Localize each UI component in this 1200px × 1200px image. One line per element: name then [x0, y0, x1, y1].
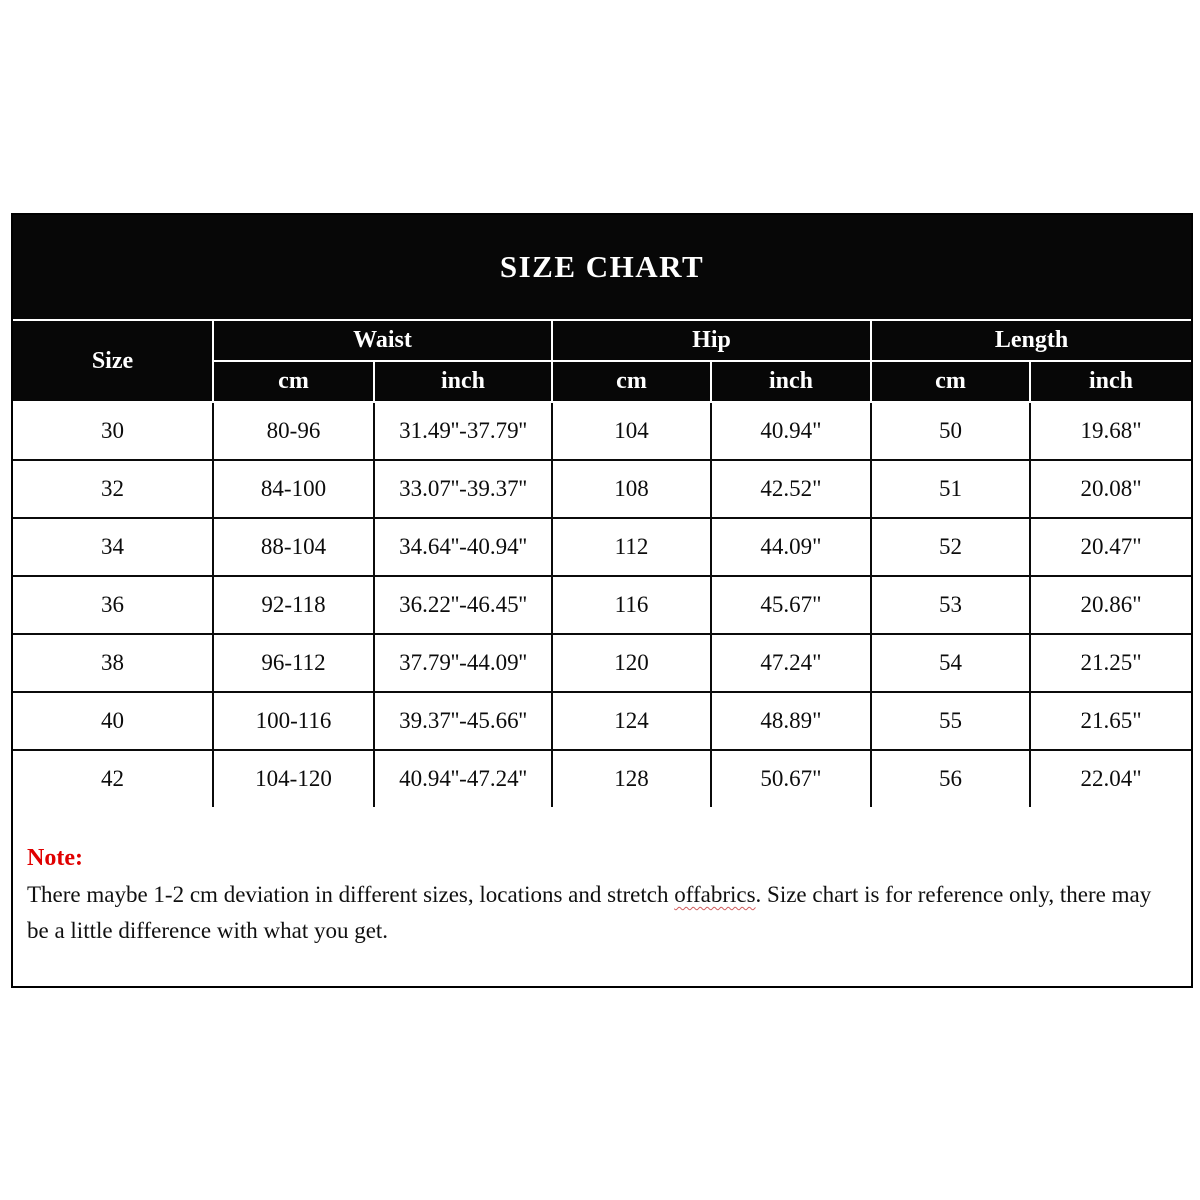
table-row: [13, 460, 1191, 518]
note-label: Note:: [27, 845, 83, 871]
cell-size: 34: [13, 518, 213, 576]
header-group-row: [13, 321, 1191, 361]
cell-waist-inch: 34.64''-40.94'': [374, 518, 552, 576]
cell-waist-inch: 40.94''-47.24'': [374, 750, 552, 807]
cell-size: 30: [13, 402, 213, 460]
cell-waist-inch: 39.37''-45.66'': [374, 692, 552, 750]
cell-waist-cm: 92-118: [213, 576, 374, 634]
cell-waist-cm: 100-116: [213, 692, 374, 750]
cell-length-cm: 53: [871, 576, 1030, 634]
cell-hip-cm: 124: [552, 692, 711, 750]
cell-length-inch: 21.65": [1030, 692, 1191, 750]
note-text-before: There maybe 1-2 cm deviation in different sizes, locations and stretch: [27, 882, 675, 907]
size-table-body: [13, 402, 1191, 807]
cell-size: 38: [13, 634, 213, 692]
cell-length-cm: 54: [871, 634, 1030, 692]
subheader-hip-inch: inch: [711, 361, 871, 402]
cell-size: 42: [13, 750, 213, 807]
size-table: [13, 321, 1191, 807]
cell-waist-cm: 80-96: [213, 402, 374, 460]
cell-hip-inch: 47.24": [711, 634, 871, 692]
col-header-waist: Waist: [213, 321, 552, 361]
size-table-header: [13, 321, 1191, 402]
subheader-waist-cm: cm: [213, 361, 374, 402]
size-chart-title-bar: [13, 215, 1191, 321]
cell-waist-cm: 84-100: [213, 460, 374, 518]
cell-hip-inch: 48.89": [711, 692, 871, 750]
cell-waist-inch: 33.07''-39.37'': [374, 460, 552, 518]
subheader-length-inch: inch: [1030, 361, 1191, 402]
cell-hip-cm: 116: [552, 576, 711, 634]
cell-hip-cm: 128: [552, 750, 711, 807]
table-row: [13, 576, 1191, 634]
cell-hip-inch: 50.67": [711, 750, 871, 807]
cell-hip-cm: 104: [552, 402, 711, 460]
page-title: SIZE CHART: [499, 249, 705, 284]
cell-length-cm: 55: [871, 692, 1030, 750]
cell-hip-cm: 112: [552, 518, 711, 576]
cell-waist-cm: 104-120: [213, 750, 374, 807]
table-row: [13, 518, 1191, 576]
col-header-hip: Hip: [552, 321, 871, 361]
cell-waist-inch: 37.79''-44.09'': [374, 634, 552, 692]
cell-waist-inch: 36.22''-46.45'': [374, 576, 552, 634]
cell-waist-cm: 96-112: [213, 634, 374, 692]
cell-length-cm: 51: [871, 460, 1030, 518]
cell-hip-inch: 42.52": [711, 460, 871, 518]
table-row: [13, 402, 1191, 460]
cell-length-inch: 21.25": [1030, 634, 1191, 692]
subheader-waist-inch: inch: [374, 361, 552, 402]
cell-length-inch: 19.68": [1030, 402, 1191, 460]
cell-waist-cm: 88-104: [213, 518, 374, 576]
subheader-length-cm: cm: [871, 361, 1030, 402]
cell-size: 40: [13, 692, 213, 750]
cell-hip-inch: 44.09": [711, 518, 871, 576]
note-text: [27, 877, 1173, 949]
cell-size: 36: [13, 576, 213, 634]
cell-length-inch: 22.04": [1030, 750, 1191, 807]
cell-length-cm: 52: [871, 518, 1030, 576]
table-row: [13, 692, 1191, 750]
cell-hip-inch: 45.67": [711, 576, 871, 634]
cell-waist-inch: 31.49''-37.79'': [374, 402, 552, 460]
misspelled-word: offabrics: [674, 882, 756, 907]
col-header-size: Size: [13, 321, 213, 402]
table-row: [13, 634, 1191, 692]
cell-hip-inch: 40.94": [711, 402, 871, 460]
cell-hip-cm: 108: [552, 460, 711, 518]
cell-length-inch: 20.47": [1030, 518, 1191, 576]
cell-length-inch: 20.86": [1030, 576, 1191, 634]
cell-length-cm: 56: [871, 750, 1030, 807]
size-chart-panel: [11, 213, 1193, 988]
note-section: [13, 807, 1191, 984]
cell-size: 32: [13, 460, 213, 518]
cell-length-cm: 50: [871, 402, 1030, 460]
col-header-length: Length: [871, 321, 1191, 361]
note-text-after: . Size chart is for reference only, there may be a little difference with what you get.: [27, 882, 1152, 943]
subheader-hip-cm: cm: [552, 361, 711, 402]
table-row: [13, 750, 1191, 807]
cell-hip-cm: 120: [552, 634, 711, 692]
cell-length-inch: 20.08": [1030, 460, 1191, 518]
